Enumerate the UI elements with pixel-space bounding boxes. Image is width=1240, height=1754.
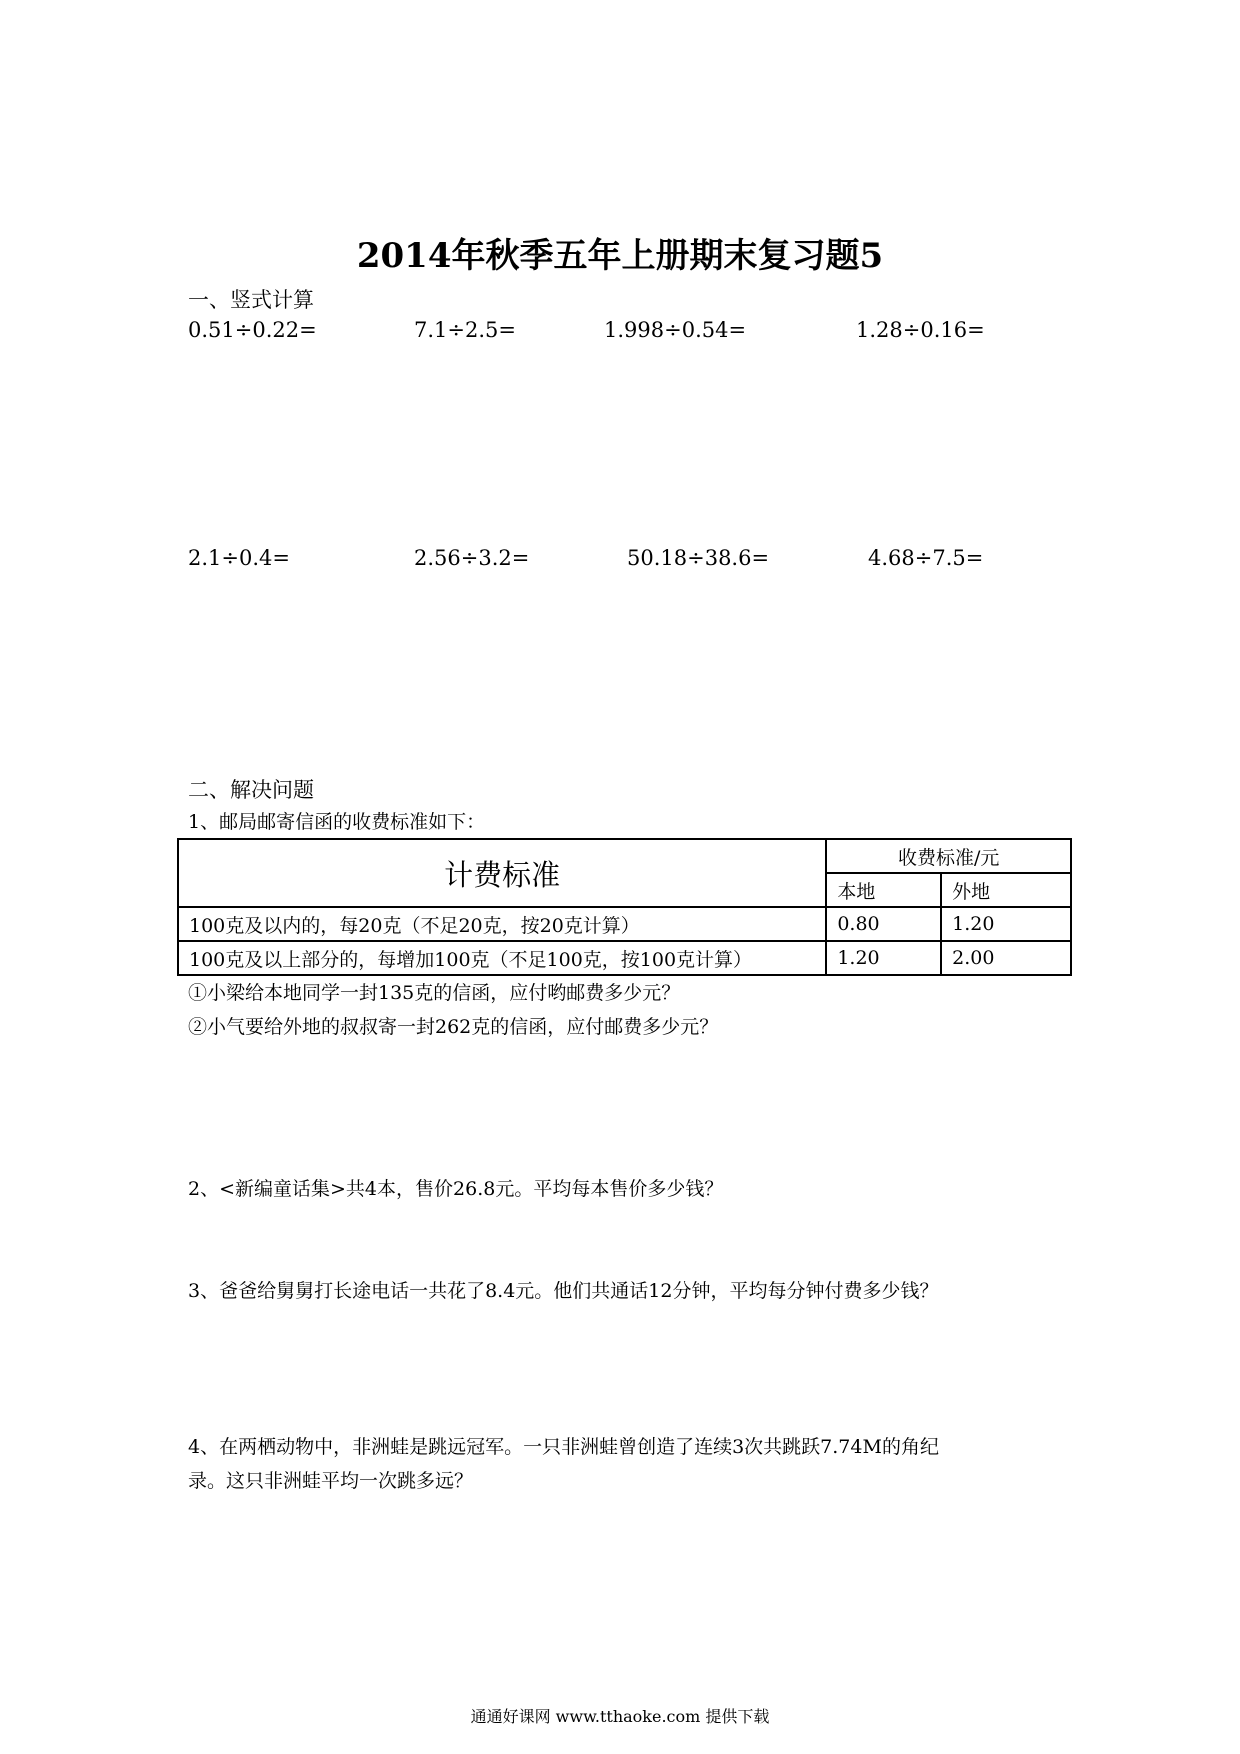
table-row xyxy=(178,941,1071,975)
question-1-sub1: ①小梁给本地同学一封135克的信函，应付哟邮费多少元？ xyxy=(188,982,681,1004)
calc-item: 2.1÷0.4= xyxy=(188,546,290,570)
calc-item: 0.51÷0.22= xyxy=(188,318,317,342)
section2-heading: 二、解决问题 xyxy=(188,778,314,802)
table-header-fee: 收费标准/元 xyxy=(826,839,1071,873)
table-cell-remote: 2.00 xyxy=(941,941,1071,975)
calc-item: 1.28÷0.16= xyxy=(856,318,985,342)
page-title: 2014年秋季五年上册期末复习题5 xyxy=(356,236,884,276)
calc-item: 7.1÷2.5= xyxy=(414,318,516,342)
table-cell-rule: 100克及以内的，每20克（不足20克，按20克计算） xyxy=(178,907,826,941)
question-3: 3、爸爸给舅舅打长途电话一共花了8.4元。他们共通话12分钟，平均每分钟付费多少钱？ xyxy=(188,1280,939,1302)
table-header-standard: 计费标准 xyxy=(178,839,826,907)
calc-item: 4.68÷7.5= xyxy=(868,546,984,570)
table-header-remote: 外地 xyxy=(941,873,1071,907)
table-cell-rule: 100克及以上部分的，每增加100克（不足100克，按100克计算） xyxy=(178,941,826,975)
table-row xyxy=(178,907,1071,941)
fee-table xyxy=(177,838,1072,976)
table-header-local: 本地 xyxy=(826,873,941,907)
question-2: 2、<新编童话集>共4本，售价26.8元。平均每本售价多少钱？ xyxy=(188,1178,724,1200)
question-1-intro: 1、邮局邮寄信函的收费标准如下： xyxy=(188,811,486,833)
question-4-line2: 录。这只非洲蛙平均一次跳多远？ xyxy=(188,1470,474,1492)
table-cell-local: 0.80 xyxy=(826,907,941,941)
footer: 通通好课网 www.tthaoke.com 提供下载 xyxy=(470,1707,770,1726)
question-1-sub2: ②小气要给外地的叔叔寄一封262克的信函，应付邮费多少元？ xyxy=(188,1016,719,1038)
section1-heading: 一、竖式计算 xyxy=(188,288,314,312)
calc-item: 50.18÷38.6= xyxy=(627,546,770,570)
table-cell-local: 1.20 xyxy=(826,941,941,975)
calc-item: 1.998÷0.54= xyxy=(604,318,747,342)
calc-item: 2.56÷3.2= xyxy=(414,546,530,570)
table-cell-remote: 1.20 xyxy=(941,907,1071,941)
question-4-line1: 4、在两栖动物中，非洲蛙是跳远冠军。一只非洲蛙曾创造了连续3次共跳跃7.74M的角纪 xyxy=(188,1436,939,1458)
